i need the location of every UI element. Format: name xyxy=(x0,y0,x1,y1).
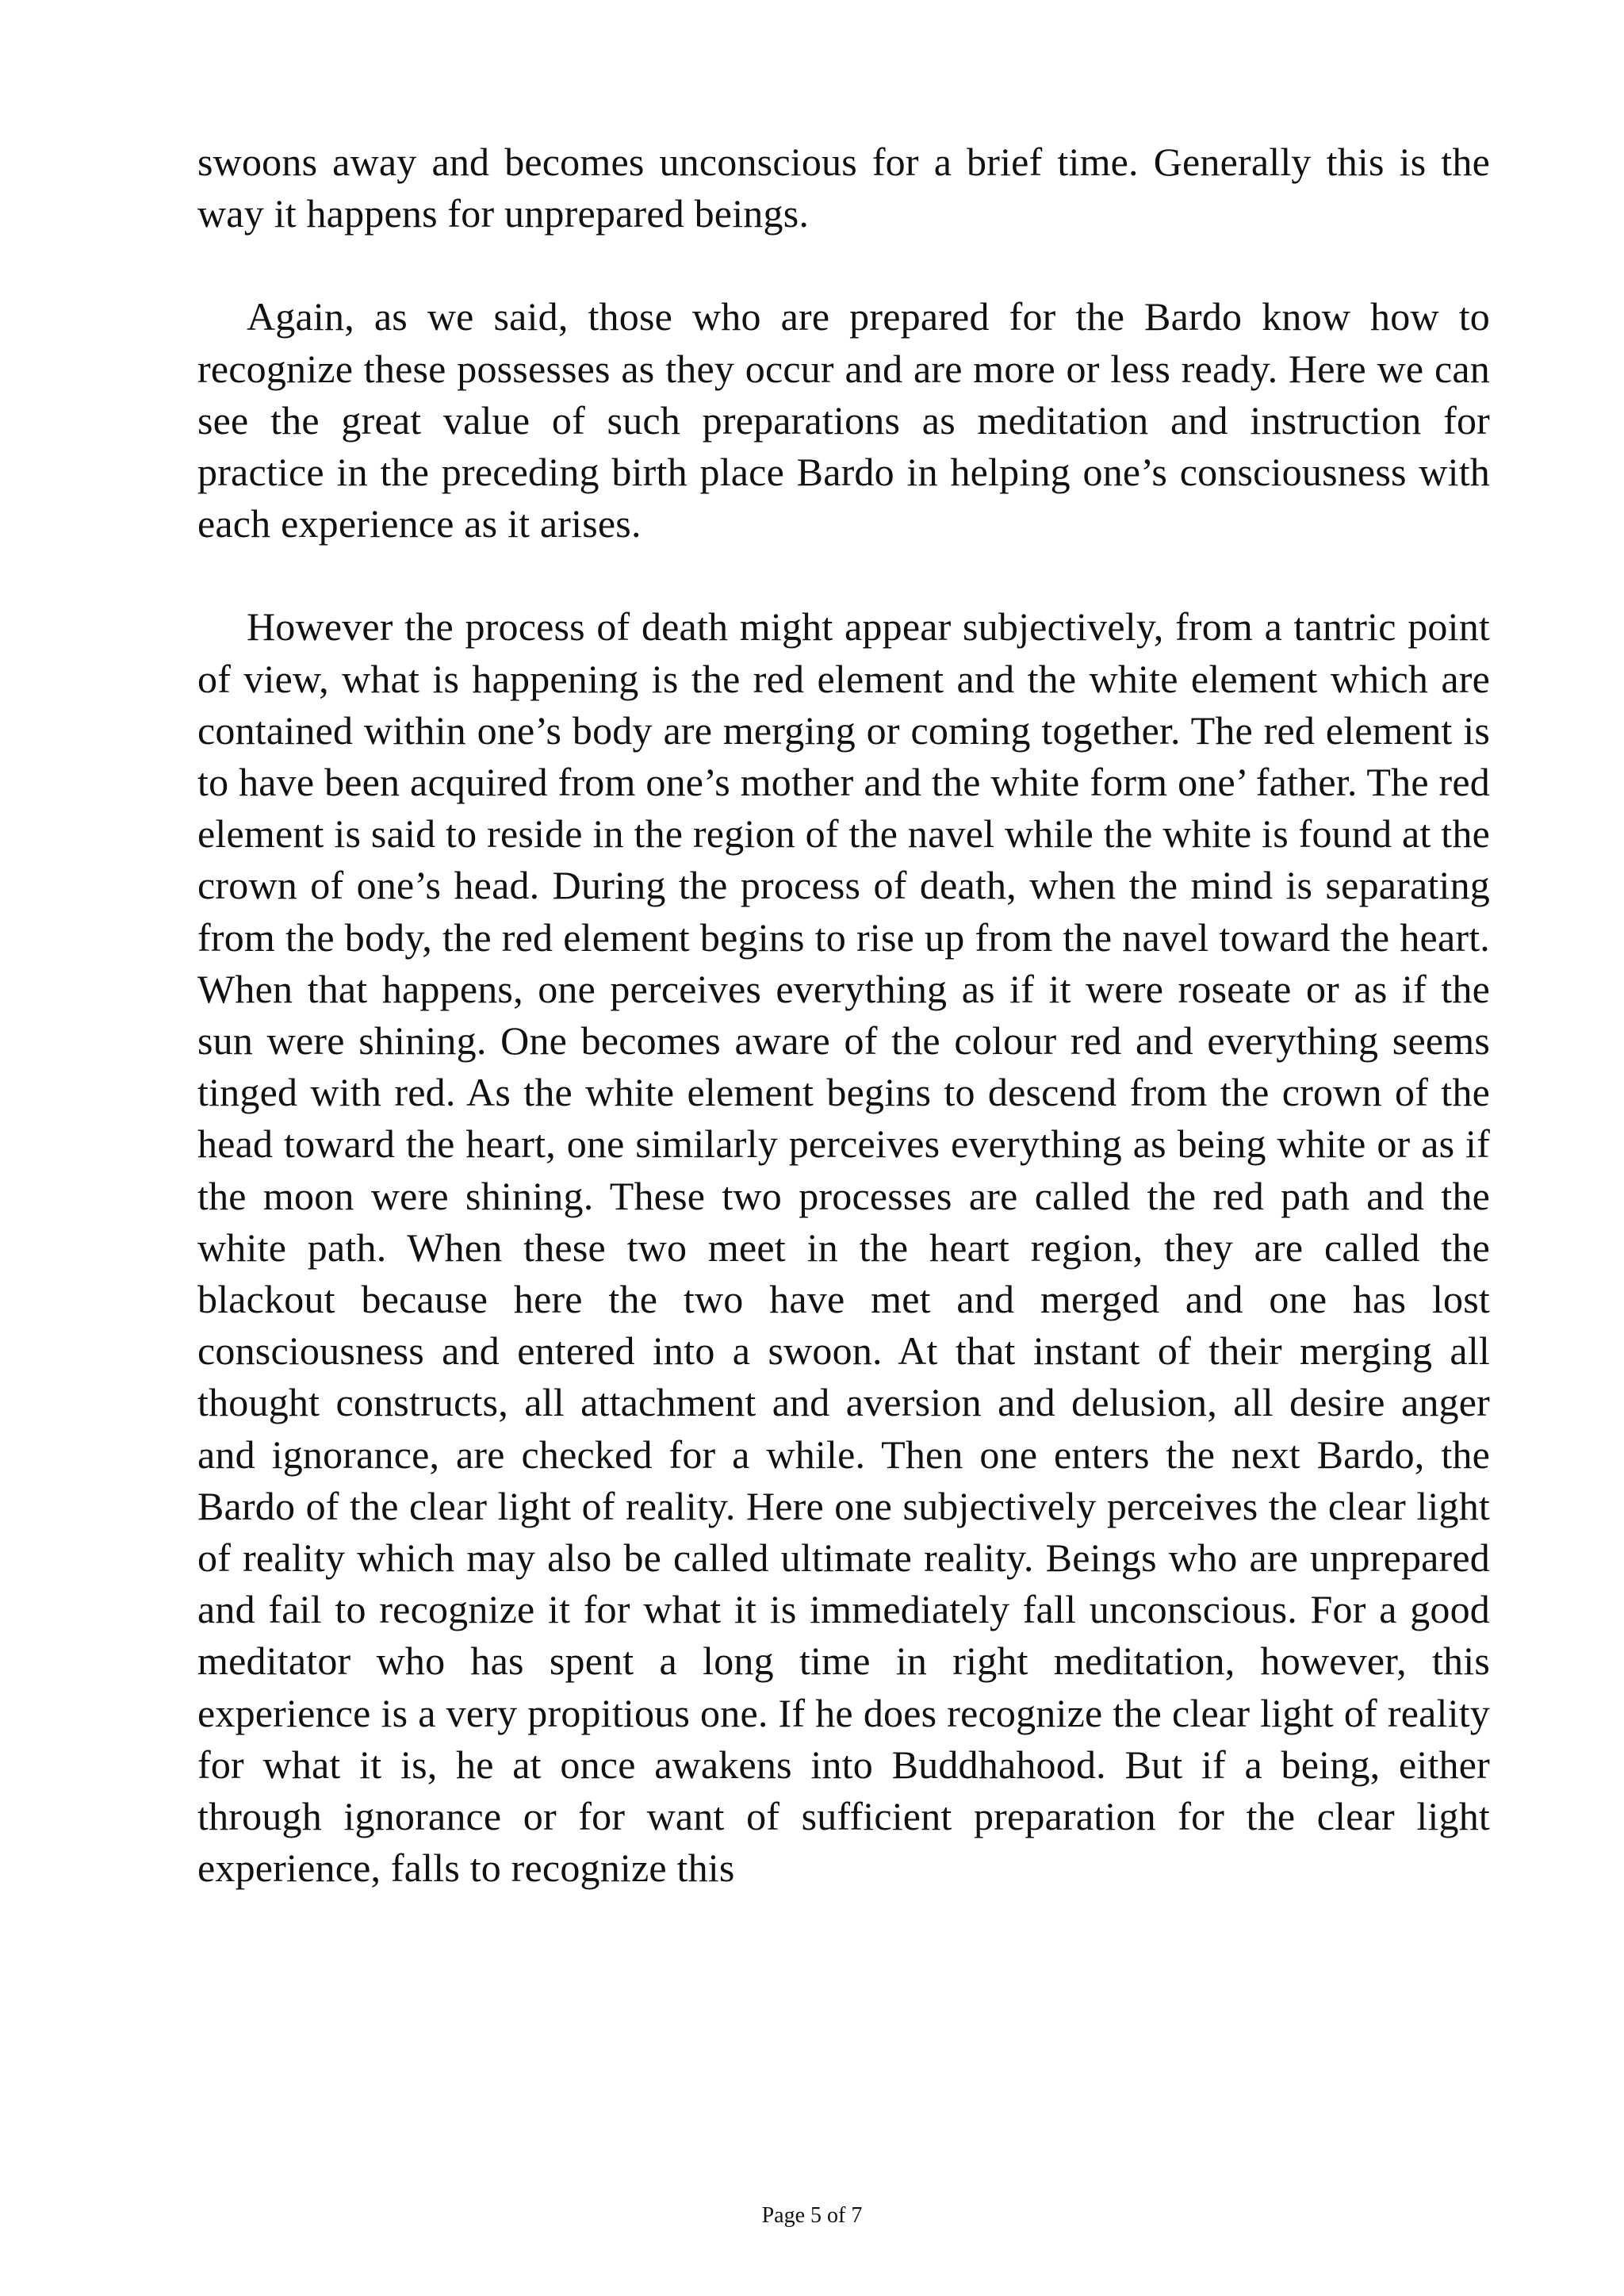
body-text xyxy=(197,136,1490,1895)
paragraph-continuation: swoons away and becomes unconscious for a brief time. Generally this is the way it happens for unprepared beings. xyxy=(197,140,1490,236)
paragraph-spacer xyxy=(197,240,1490,291)
page-number-footer: Page 5 of 7 xyxy=(761,2203,863,2228)
paragraph-preparation: Again, as we said, those who are prepared for the Bardo know how to recognize these possesses as they occur and are more or less ready. Here we can see the great value of such preparations as meditation and instruction for practice in the preceding birth place Bardo in helping one’s consciousness with each experience as it arises. xyxy=(197,294,1490,546)
paragraph-spacer xyxy=(197,550,1490,601)
paragraph-tantric-view: However the process of death might appear subjectively, from a tantric point of view, what is happening is the red element and the white element which are contained within one’s body are merging or coming together. The red element is to have been acquired from one’s mother and the white form one’ father. The red element is said to reside in the region of the navel while the white is found at the crown of one’s head. During the process of death, when the mind is separating from the body, the red element begins to rise up from the navel toward the heart. When that happens, one perceives everything as if it were roseate or as if the sun were shining. One becomes aware of the colour red and everything seems tinged with red. As the white element begins to descend from the crown of the head toward the heart, one similarly perceives everything as being white or as if the moon were shining. These two processes are called the red path and the white path. When these two meet in the heart region, they are called the blackout because here the two have met and merged and one has lost consciousness and entered into a swoon. At that instant of their merging all thought constructs, all attachment and aversion and delusion, all desire anger and ignorance, are checked for a while. Then one enters the next Bardo, the Bardo of the clear light of reality. Here one subjectively perceives the clear light of reality which may also be called ultimate reality. Beings who are unprepared and fail to recognize it for what it is immediately fall unconscious. For a good meditator who has spent a long time in right meditation, however, this experience is a very propitious one. If he does recognize the clear light of reality for what it is, he at once awakens into Buddhahood. But if a being, either through ignorance or for want of sufficient preparation for the clear light experience, falls to recognize this xyxy=(197,604,1490,1891)
